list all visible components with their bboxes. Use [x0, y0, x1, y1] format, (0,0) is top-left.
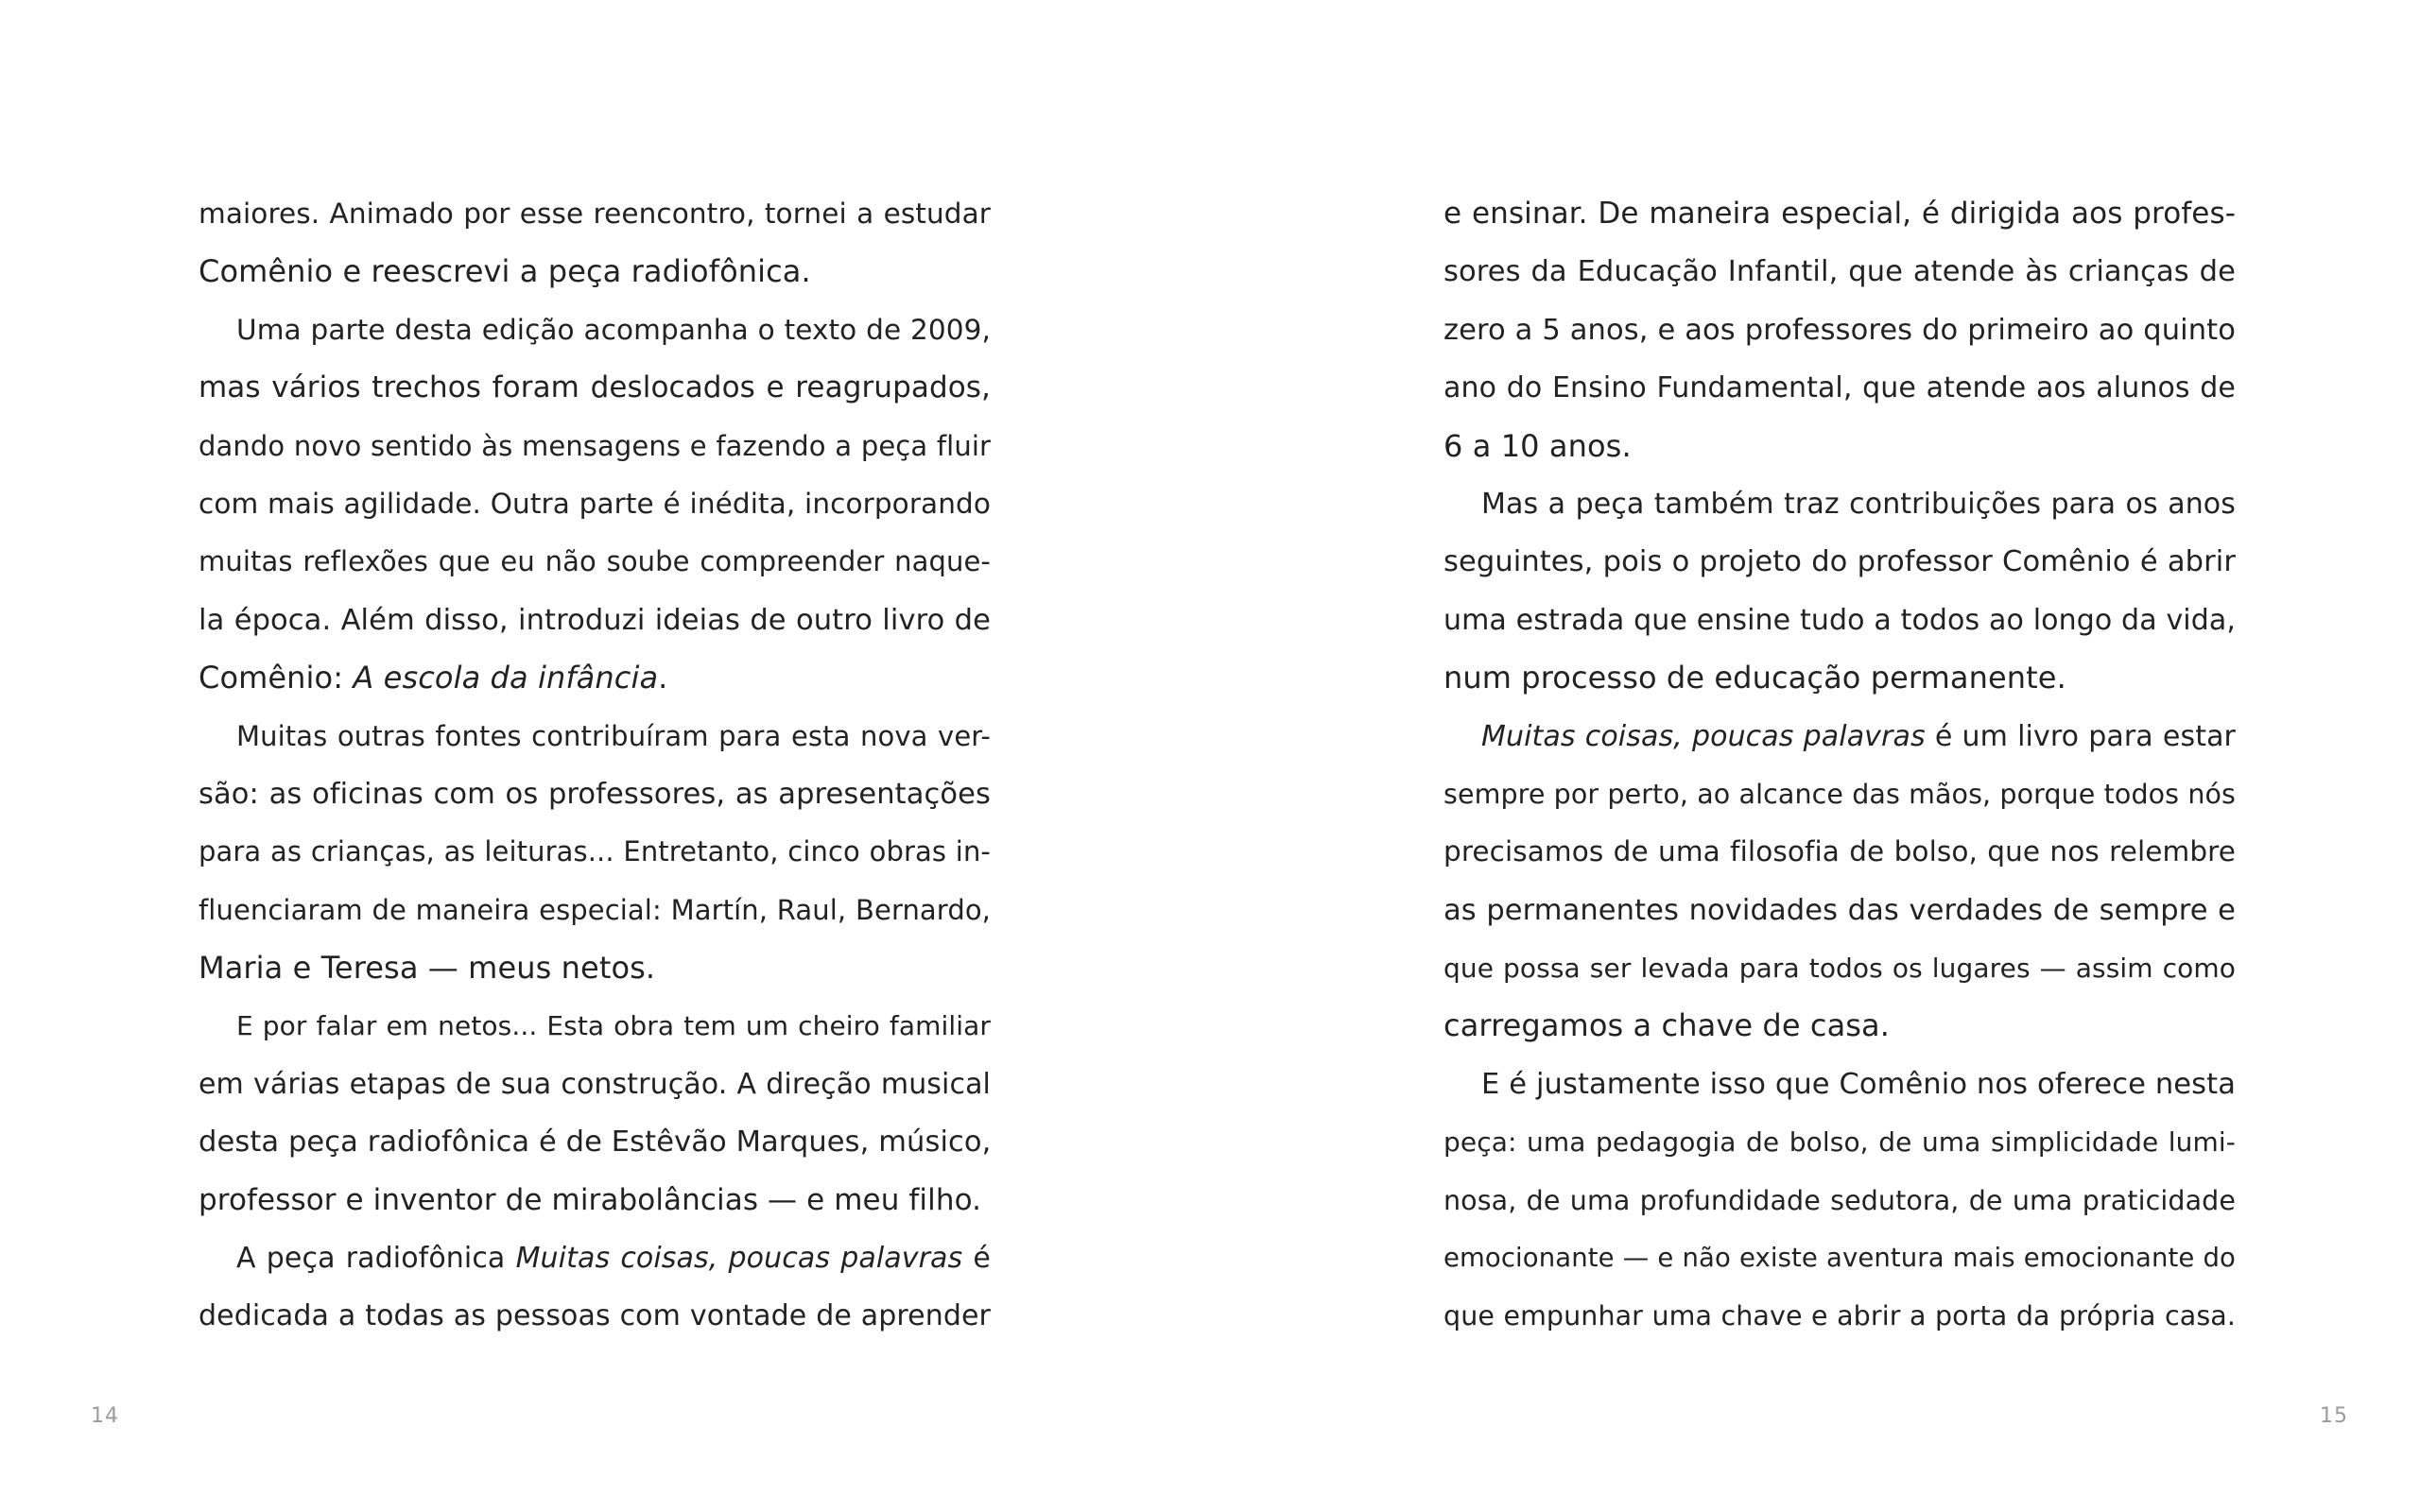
text-line: [199, 592, 991, 649]
text-line: [199, 359, 991, 417]
text-line: [1443, 592, 2236, 649]
text-segment: em várias etapas de sua construção. A direção musical: [199, 1067, 991, 1101]
text-line: [199, 823, 991, 881]
text-line: [1443, 243, 2236, 301]
text-line: [199, 475, 991, 533]
left-page-number: 14: [91, 1404, 119, 1428]
text-segment: Mas a peça também traz contribuições para os anos: [1481, 487, 2236, 521]
text-segment: seguintes, pois o projeto do professor Comênio é abrir: [1443, 545, 2236, 579]
text-segment: .: [658, 660, 668, 696]
text-line: [1443, 882, 2236, 939]
text-line: [1443, 1113, 2236, 1171]
text-segment: emocionante — e não existe aventura mais emocionante do: [1443, 1243, 2236, 1274]
text-segment: la época. Além disso, introduzi ideias de outro livro de: [199, 603, 991, 637]
text-segment: para as crianças, as leituras... Entretanto, cinco obras in-: [199, 835, 991, 868]
text-segment: Comênio e reescrevi a peça radiofônica.: [199, 253, 811, 290]
text-line: [1443, 475, 2236, 533]
text-line: [199, 301, 991, 359]
text-line: [199, 243, 991, 301]
text-line: [1443, 997, 2236, 1055]
text-line: [199, 997, 991, 1055]
right-page: [1210, 0, 2420, 1512]
text-segment: as permanentes novidades das verdades de sempre e: [1443, 893, 2236, 927]
text-segment: que possa ser levada para todos os lugares — assim como: [1443, 953, 2236, 985]
text-segment: é um livro para estar: [1925, 719, 2236, 753]
text-segment: e ensinar. De maneira especial, é dirigida aos profes-: [1443, 197, 2236, 231]
text-segment: zero a 5 anos, e aos professores do primeiro ao quinto: [1443, 313, 2236, 347]
text-line: [1443, 939, 2236, 997]
text-segment: mas vários trechos foram deslocados e reagrupados,: [199, 370, 991, 405]
text-segment: Comênio:: [199, 660, 354, 696]
text-segment: é: [962, 1242, 991, 1276]
text-line: [199, 1287, 991, 1345]
text-line: [199, 418, 991, 475]
text-segment: A peça radiofônica: [236, 1242, 516, 1276]
text-line: [1443, 1287, 2236, 1345]
text-segment: professor e inventor de mirabolâncias — e meu filho.: [199, 1182, 982, 1217]
text-line: [199, 1229, 991, 1287]
italic-title: Muitas coisas, poucas palavras: [515, 1242, 963, 1276]
text-line: [1443, 1229, 2236, 1287]
text-segment: fluenciaram de maneira especial: Martín, Raul, Bernardo,: [199, 893, 991, 926]
text-line: [199, 1172, 991, 1229]
text-segment: são: as oficinas com os professores, as apresentações: [199, 777, 991, 811]
text-segment: uma estrada que ensine tudo a todos ao longo da vida,: [1443, 603, 2236, 637]
text-line: [1443, 823, 2236, 881]
text-line: [1443, 418, 2236, 475]
text-segment: 6 a 10 anos.: [1443, 427, 1632, 464]
text-segment: com mais agilidade. Outra parte é inédita, incorporando: [199, 487, 991, 520]
italic-title: Muitas coisas, poucas palavras: [1481, 719, 1926, 753]
text-line: [1443, 359, 2236, 417]
right-page-text: [1443, 185, 2236, 1346]
text-segment: peça: uma pedagogia de bolso, de uma simplicidade lumi-: [1443, 1126, 2236, 1159]
text-line: [1443, 533, 2236, 591]
right-page-number: 15: [2320, 1404, 2348, 1428]
text-line: [199, 708, 991, 765]
text-segment: sempre por perto, ao alcance das mãos, porque todos nós: [1443, 778, 2236, 810]
text-segment: desta peça radiofônica é de Estêvão Marques, músico,: [199, 1125, 992, 1160]
text-segment: que empunhar uma chave e abrir a porta da própria casa.: [1443, 1300, 2236, 1332]
text-segment: nosa, de uma profundidade sedutora, de uma praticidade: [1443, 1184, 2236, 1216]
text-line: [1443, 708, 2236, 765]
left-page-text: [199, 185, 991, 1346]
text-line: [1443, 649, 2236, 707]
text-segment: Muitas outras fontes contribuíram para esta nova ver-: [236, 719, 991, 752]
text-line: [199, 649, 991, 707]
text-segment: E é justamente isso que Comênio nos oferece nesta: [1481, 1067, 2236, 1101]
text-line: [199, 939, 991, 997]
text-segment: E por falar em netos... Esta obra tem um cheiro familiar: [236, 1010, 991, 1042]
text-line: [199, 185, 991, 243]
text-line: [1443, 765, 2236, 823]
text-segment: ano do Ensino Fundamental, que atende aos alunos de: [1443, 371, 2236, 405]
text-line: [199, 765, 991, 823]
text-segment: Maria e Teresa — meus netos.: [199, 950, 656, 987]
text-segment: num processo de educação permanente.: [1443, 660, 2066, 696]
text-line: [199, 1056, 991, 1113]
text-line: [1443, 1172, 2236, 1229]
text-segment: muitas reflexões que eu não soube compreender naque-: [199, 545, 991, 578]
text-segment: dando novo sentido às mensagens e fazendo a peça fluir: [199, 429, 991, 462]
text-line: [1443, 185, 2236, 243]
text-line: [199, 533, 991, 591]
italic-title: A escola da infância: [353, 660, 659, 696]
text-segment: sores da Educação Infantil, que atende às crianças de: [1443, 255, 2236, 289]
text-line: [1443, 1056, 2236, 1113]
text-segment: Uma parte desta edição acompanha o texto de 2009,: [236, 313, 991, 346]
text-segment: dedicada a todas as pessoas com vontade de aprender: [199, 1299, 991, 1333]
text-segment: carregamos a chave de casa.: [1443, 1007, 1891, 1044]
text-segment: maiores. Animado por esse reencontro, tornei a estudar: [199, 198, 991, 230]
text-segment: precisamos de uma filosofia de bolso, que nos relembre: [1443, 835, 2236, 868]
text-line: [199, 1113, 991, 1171]
text-line: [199, 882, 991, 939]
text-line: [1443, 301, 2236, 359]
